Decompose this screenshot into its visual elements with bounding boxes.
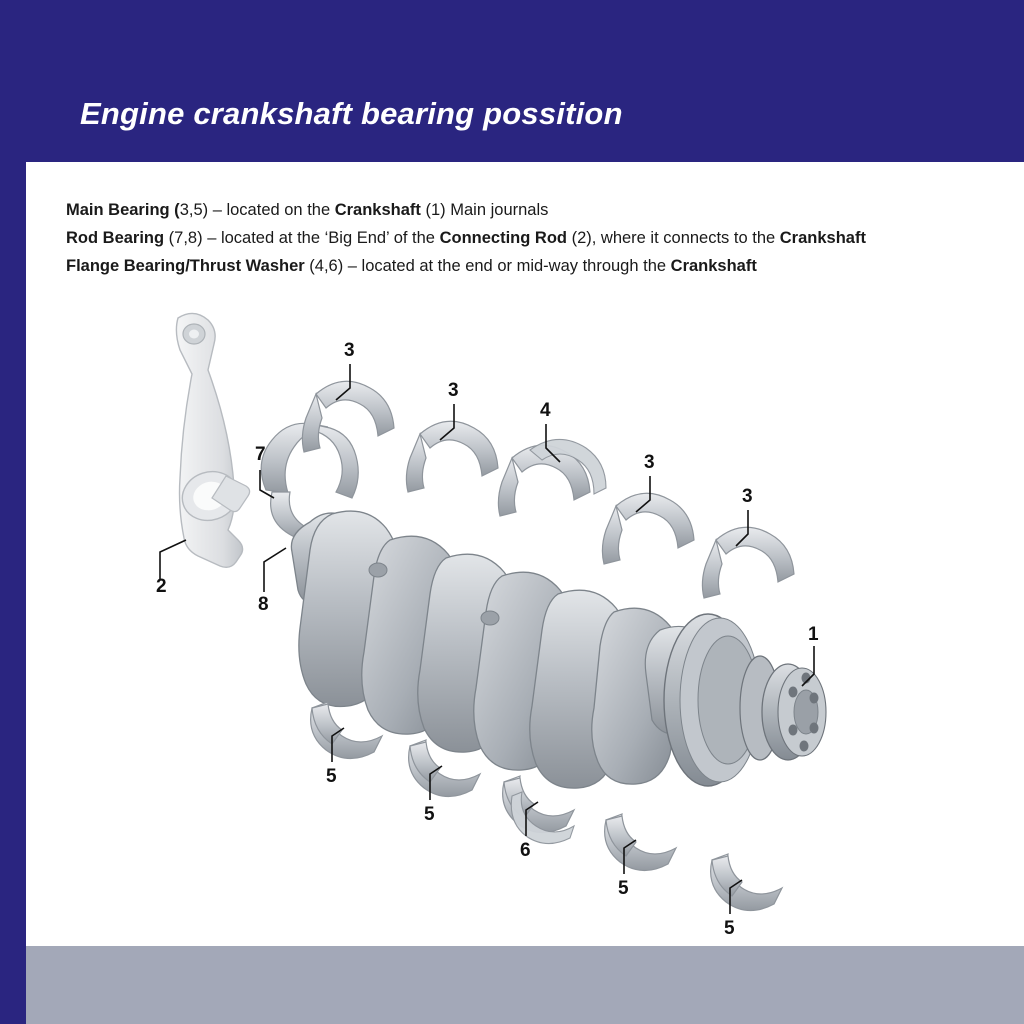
main-bearing-upper-shell (406, 421, 498, 492)
callout-5b: 5 (424, 804, 435, 825)
main-bearing-lower-shell (605, 814, 676, 871)
caption-flange-bearing: Flange Bearing/Thrust Washer (4,6) – located at the end or mid-way through the Crankshaft (66, 257, 757, 275)
main-bearing-lower-shell (711, 854, 782, 911)
callout-3b: 3 (448, 380, 459, 401)
callout-7: 7 (255, 444, 266, 465)
callout-3a: 3 (344, 340, 355, 361)
flange-bearing-thrust-washer (498, 439, 606, 516)
footer-band (0, 946, 1024, 1024)
page-title: Engine crankshaft bearing possition (80, 96, 623, 131)
main-bearing-upper-shell (602, 493, 694, 564)
callout-3d: 3 (742, 486, 753, 507)
footer-accent-block (0, 946, 26, 1024)
caption-block (66, 196, 996, 280)
left-accent-bar (0, 0, 26, 1024)
header-band (0, 0, 1024, 162)
callout-4: 4 (540, 400, 551, 421)
callout-8: 8 (258, 594, 269, 615)
callout-1: 1 (808, 624, 819, 645)
callout-2: 2 (156, 576, 167, 597)
callout-5d: 5 (724, 918, 735, 939)
connecting-rod (176, 313, 250, 567)
callout-5c: 5 (618, 878, 629, 899)
main-bearing-upper-shell (702, 527, 794, 598)
caption-rod-bearing: Rod Bearing (7,8) – located at the ‘Big End’ of the Connecting Rod (2), where it connects to the Crankshaft (66, 229, 866, 247)
crankshaft-rear-flange (740, 656, 826, 760)
callout-5a: 5 (326, 766, 337, 787)
callout-6: 6 (520, 840, 531, 861)
caption-main-bearing: Main Bearing (3,5) – located on the Crankshaft (1) Main journals (66, 201, 549, 219)
crankshaft-diagram (60, 300, 990, 940)
callout-3c: 3 (644, 452, 655, 473)
